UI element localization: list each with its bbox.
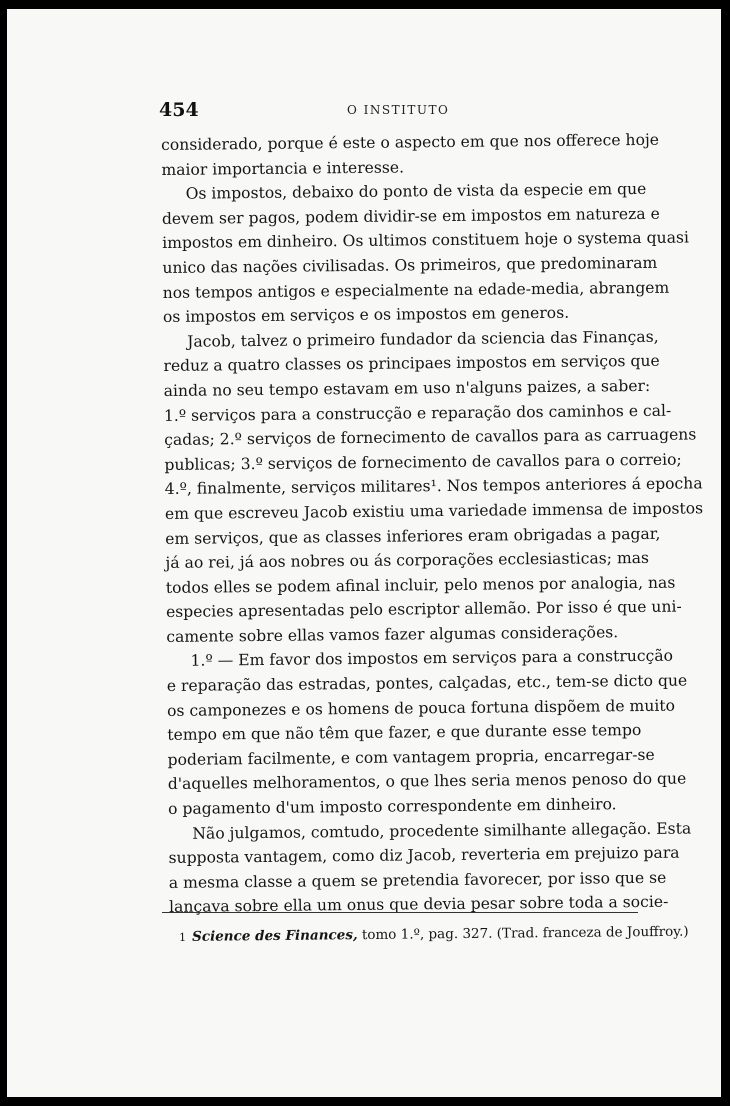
page-header <box>159 97 639 127</box>
book-page <box>7 9 721 1097</box>
text-line: d'aquelles melhoramentos, o que lhes seria menos penoso do que <box>167 769 687 794</box>
text-line: 1.º — Em favor dos impostos em serviços para a construcção <box>190 647 674 671</box>
text-line: os camponezes e os homens de pouca fortuna dispõem de muito <box>166 696 676 720</box>
text-line: tempo em que não têm que fazer, e que durante esse tempo <box>167 721 642 745</box>
text-line: poderiam facilmente, e com vantagem propria, encarregar-se <box>167 745 655 769</box>
text-line: o pagamento d'um imposto correspondente em dinheiro. <box>167 795 617 818</box>
text-line: çadas; 2.º serviços de fornecimento de cavallos para as carruagens <box>164 425 697 450</box>
text-line: os impostos em serviços e os impostos em generos. <box>162 303 570 327</box>
text-line: a mesma classe a quem se pretendia favorecer, por isso que se <box>168 868 667 892</box>
text-line: publicas; 3.º serviços de fornecimento de cavallos para o correio; <box>164 450 682 474</box>
text-line: Não julgamos, comtudo, procedente similhante allegação. Esta <box>192 819 692 843</box>
text-line: Jacob, talvez o primeiro fundador da sciencia das Finanças, <box>187 327 659 351</box>
text-line: ainda no seu tempo estavam em uso n'alguns paizes, a saber: <box>163 376 651 400</box>
running-title: O INSTITUTO <box>347 103 450 117</box>
text-line: 4.º, finalmente, serviços militares¹. Nos tempos anteriores á epocha <box>164 474 703 499</box>
text-line: impostos em dinheiro. Os ultimos constituem hoje o systema quasi <box>162 228 690 253</box>
text-line: considerado, porque é este o aspecto em que nos offerece hoje <box>161 130 660 154</box>
text-line: e reparação das estradas, pontes, calçadas, etc., tem-se dicto que <box>166 671 688 696</box>
text-line: reduz a quatro classes os principaes impostos em serviços que <box>163 352 660 376</box>
text-line: maior importancia e interesse. <box>161 158 405 179</box>
page-number: 454 <box>159 99 199 121</box>
footnote-divider <box>162 912 638 913</box>
footnote-title: Science des Finances, <box>191 927 358 945</box>
text-line: lançava sobre ella um onus que devia pesar sobre toda a socie- <box>169 893 669 917</box>
text-line: todos elles se podem afinal incluir, pelo menos por analogia, nas <box>165 573 676 597</box>
text-line: já ao rei, já aos nobres ou ás corporações ecclesiasticas; mas <box>165 549 650 573</box>
footnote-number: 1 <box>179 930 187 944</box>
text-line: especies apresentadas pelo escriptor allemão. Por isso é que uni- <box>165 597 682 622</box>
text-line: em serviços, que as classes inferiores eram obrigadas a pagar, <box>165 524 661 548</box>
footnote-text: tomo 1.º, pag. 327. (Trad. franceza de Jouffroy.) <box>357 923 689 944</box>
footnote <box>179 923 689 945</box>
text-line: devem ser pagos, podem dividir-se em impostos em natureza e <box>161 204 660 228</box>
text-line: 1.º serviços para a construcção e reparação dos caminhos e cal- <box>163 401 672 425</box>
text-line: supposta vantagem, como diz Jacob, reverteria em prejuizo para <box>168 843 680 868</box>
text-line: camente sobre ellas vamos fazer algumas considerações. <box>166 623 619 646</box>
text-line: nos tempos antigos e especialmente na edade-media, abrangem <box>162 278 670 302</box>
text-line: em que escreveu Jacob existiu uma variedade immensa de impostos <box>164 499 704 523</box>
text-line: unico das nações civilisadas. Os primeiros, que predominaram <box>162 253 658 277</box>
body-text <box>161 128 704 920</box>
text-line: Os impostos, debaixo do ponto de vista da especie em que <box>185 180 647 203</box>
